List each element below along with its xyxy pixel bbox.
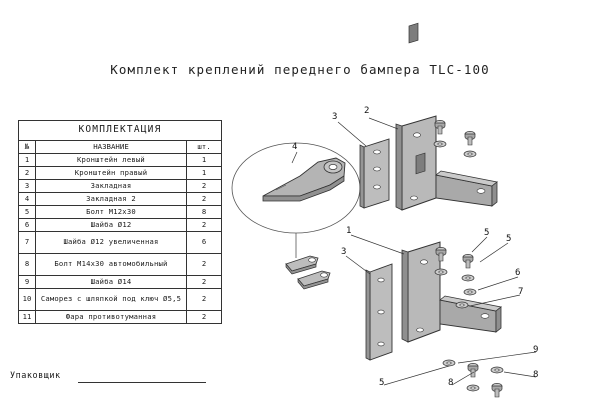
row-number: 8 bbox=[19, 254, 36, 276]
callout-2-upper: 2 bbox=[364, 106, 370, 116]
callout-5-b: 5 bbox=[506, 234, 512, 244]
part-1-bracket-left bbox=[408, 242, 440, 342]
table-row bbox=[19, 193, 222, 206]
row-name: Закладная bbox=[36, 180, 187, 193]
callout-5-a: 5 bbox=[484, 228, 490, 238]
header-number: № bbox=[19, 141, 36, 154]
row-number: 11 bbox=[19, 311, 36, 324]
row-qty: 2 bbox=[187, 254, 222, 276]
row-qty: 2 bbox=[187, 276, 222, 289]
row-qty: 1 bbox=[187, 154, 222, 167]
callout-4: 4 bbox=[292, 142, 298, 152]
part-3-plate-lower bbox=[370, 264, 392, 360]
part-4-small-pair bbox=[286, 256, 330, 289]
header-name: НАЗВАНИЕ bbox=[36, 141, 187, 154]
table-row bbox=[19, 311, 222, 324]
part-4-detail-shape bbox=[263, 158, 345, 201]
lower-bracket-assembly bbox=[366, 153, 501, 360]
row-number: 1 bbox=[19, 154, 36, 167]
table-row bbox=[19, 206, 222, 219]
middle-hardware-group bbox=[435, 247, 476, 308]
row-name: Болт М12х30 bbox=[36, 206, 187, 219]
packer-label: Упаковщик bbox=[10, 371, 61, 381]
row-number: 5 bbox=[19, 206, 36, 219]
leader-lines bbox=[338, 118, 539, 385]
callout-6: 6 bbox=[515, 268, 521, 278]
callout-7: 7 bbox=[518, 287, 524, 297]
table-header-row bbox=[19, 141, 222, 154]
table-row bbox=[19, 289, 222, 311]
table-row bbox=[19, 219, 222, 232]
row-qty: 2 bbox=[187, 193, 222, 206]
row-name: Шайба Ø14 bbox=[36, 276, 187, 289]
table-row bbox=[19, 276, 222, 289]
row-qty: 2 bbox=[187, 180, 222, 193]
callout-8-b: 8 bbox=[533, 370, 539, 380]
row-name: Саморез с шляпкой под ключ Ø5,5 bbox=[36, 289, 187, 311]
upper-hardware-group bbox=[434, 120, 476, 157]
leader-detail-4 bbox=[292, 152, 297, 163]
row-number: 9 bbox=[19, 276, 36, 289]
table-row bbox=[19, 167, 222, 180]
table-row bbox=[19, 232, 222, 254]
header-qty: шт. bbox=[187, 141, 222, 154]
callout-5-c: 5 bbox=[379, 378, 385, 388]
row-qty: 2 bbox=[187, 311, 222, 324]
row-qty: 8 bbox=[187, 206, 222, 219]
detail-callout-circle bbox=[232, 143, 360, 233]
table-caption: КОМПЛЕКТАЦИЯ bbox=[19, 121, 222, 141]
row-qty: 2 bbox=[187, 219, 222, 232]
row-qty: 6 bbox=[187, 232, 222, 254]
upper-bracket-assembly bbox=[360, 23, 497, 210]
row-name: Шайба Ø12 bbox=[36, 219, 187, 232]
callout-3-lower: 3 bbox=[341, 247, 347, 257]
table-row bbox=[19, 254, 222, 276]
row-number: 4 bbox=[19, 193, 36, 206]
row-name: Кронштейн правый bbox=[36, 167, 187, 180]
callout-3-upper: 3 bbox=[332, 112, 338, 122]
row-qty: 1 bbox=[187, 167, 222, 180]
table-row bbox=[19, 154, 222, 167]
row-number: 7 bbox=[19, 232, 36, 254]
row-number: 2 bbox=[19, 167, 36, 180]
page-title: Комплект креплений переднего бампера TLC-100 bbox=[110, 62, 490, 77]
row-qty: 2 bbox=[187, 289, 222, 311]
row-name: Болт М14х30 автомобильный bbox=[36, 254, 187, 276]
table-row bbox=[19, 180, 222, 193]
row-number: 3 bbox=[19, 180, 36, 193]
row-name: Фара противотуманная bbox=[36, 311, 187, 324]
row-number: 10 bbox=[19, 289, 36, 311]
row-name: Закладная 2 bbox=[36, 193, 187, 206]
part-3-plate-upper bbox=[364, 139, 389, 208]
components-table bbox=[18, 120, 222, 324]
packer-signature-line bbox=[78, 382, 206, 383]
part-2-bracket-right bbox=[402, 116, 436, 210]
row-name: Шайба Ø12 увеличенная bbox=[36, 232, 187, 254]
callout-8-a: 8 bbox=[448, 378, 454, 388]
row-name: Кронштейн левый bbox=[36, 154, 187, 167]
callout-9: 9 bbox=[533, 345, 539, 355]
callout-1: 1 bbox=[346, 226, 352, 236]
table-caption-row bbox=[19, 121, 222, 141]
row-number: 6 bbox=[19, 219, 36, 232]
